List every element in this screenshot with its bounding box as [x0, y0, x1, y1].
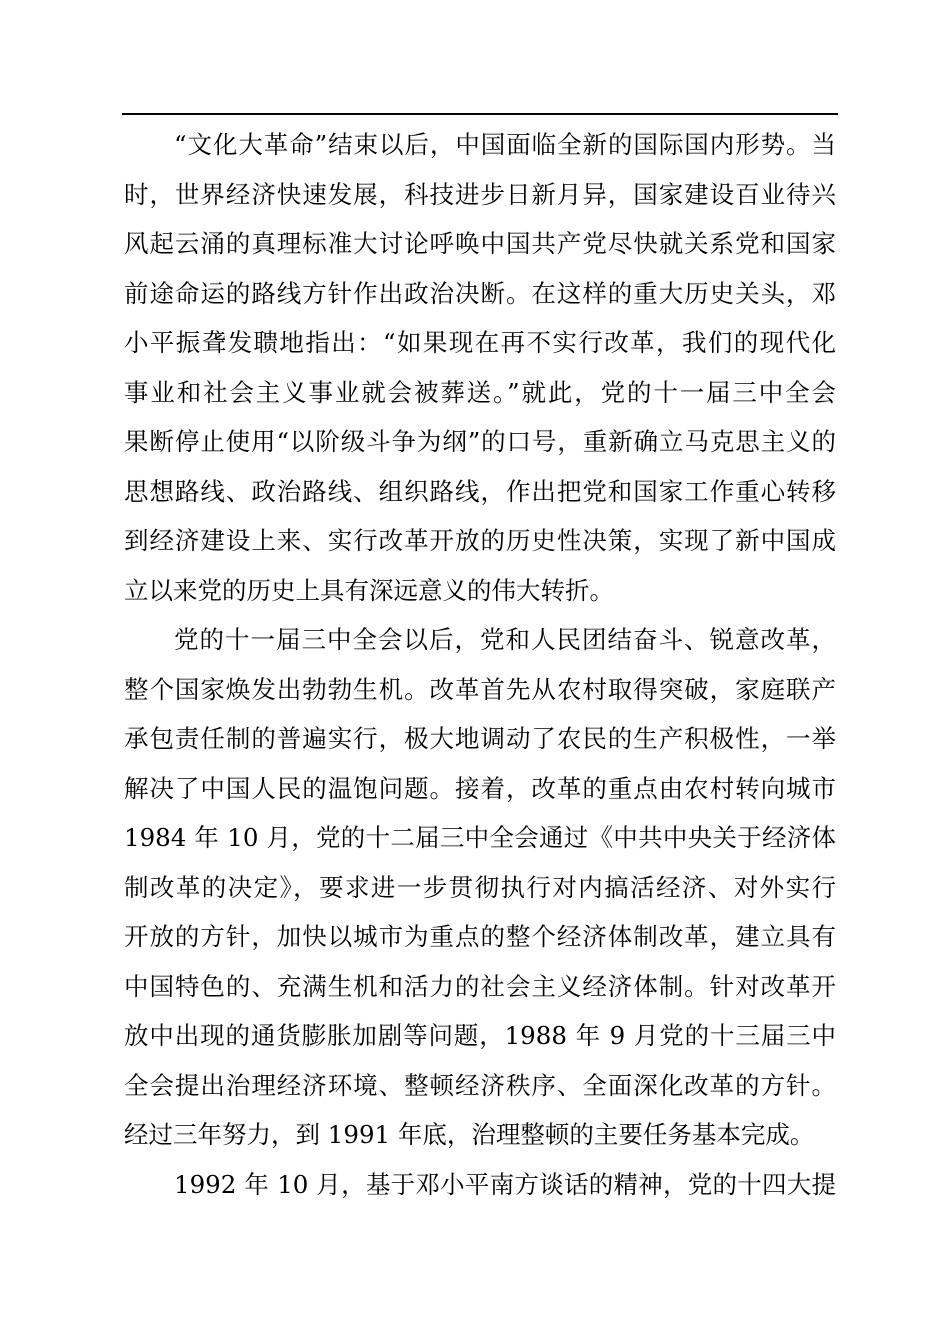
text-line: 小平振聋发聩地指出：“如果现在再不实行改革，我们的现代化 — [124, 328, 836, 357]
text-line: 思想路线、政治路线、组织路线，作出把党和国家工作重心转移 — [124, 476, 836, 506]
text-line: 1992 年 10 月，基于邓小平南方谈话的精神，党的十四大提 — [174, 1169, 836, 1199]
text-line: 制改革的决定》，要求进一步贯彻执行对内搞活经济、对外实行 — [124, 872, 836, 902]
text-line: 时，世界经济快速发展，科技进步日新月异，国家建设百业待兴 — [124, 179, 836, 209]
text-line: 1984 年 10 月，党的十二届三中全会通过《中共中央关于经济体 — [124, 823, 836, 852]
text-line: 整个国家焕发出勃勃生机。改革首先从农村取得突破，家庭联产 — [124, 674, 836, 704]
text-line: “文化大革命”结束以后，中国面临全新的国际国内形势。当 — [174, 130, 836, 159]
text-line: 前途命运的路线方针作出政治决断。在这样的重大历史关头，邓 — [124, 278, 836, 308]
text-line: 全会提出治理经济环境、整顿经济秩序、全面深化改革的方针。 — [124, 1070, 836, 1100]
text-line: 中国特色的、充满生机和活力的社会主义经济体制。针对改革开 — [124, 971, 836, 1001]
text-line: 经过三年努力，到 1991 年底，治理整顿的主要任务基本完成。 — [124, 1120, 815, 1149]
text-line: 党的十一届三中全会以后，党和人民团结奋斗、锐意改革， — [174, 625, 836, 654]
document-body — [124, 120, 836, 1209]
paragraph-2 — [124, 615, 836, 1160]
text-line: 风起云涌的真理标准大讨论呼唤中国共产党尽快就关系党和国家 — [124, 229, 836, 258]
text-line: 解决了中国人民的温饱问题。接着，改革的重点由农村转向城市 — [124, 773, 836, 803]
text-line: 立以来党的历史上具有深远意义的伟大转折。 — [124, 575, 614, 605]
paragraph-3 — [124, 1160, 836, 1210]
text-line: 事业和社会主义事业就会被葬送。”就此，党的十一届三中全会 — [124, 377, 836, 407]
text-line: 放中出现的通货膨胀加剧等问题，1988 年 9 月党的十三届三中 — [124, 1021, 836, 1050]
text-line: 开放的方针，加快以城市为重点的整个经济体制改革，建立具有 — [124, 922, 836, 951]
text-line: 承包责任制的普遍实行，极大地调动了农民的生产积极性，一举 — [124, 724, 836, 753]
header-rule — [122, 113, 838, 115]
text-line: 果断停止使用“以阶级斗争为纲”的口号，重新确立马克思主义的 — [124, 427, 836, 456]
text-line: 到经济建设上来、实行改革开放的历史性决策，实现了新中国成 — [124, 526, 836, 555]
paragraph-1 — [124, 120, 836, 615]
